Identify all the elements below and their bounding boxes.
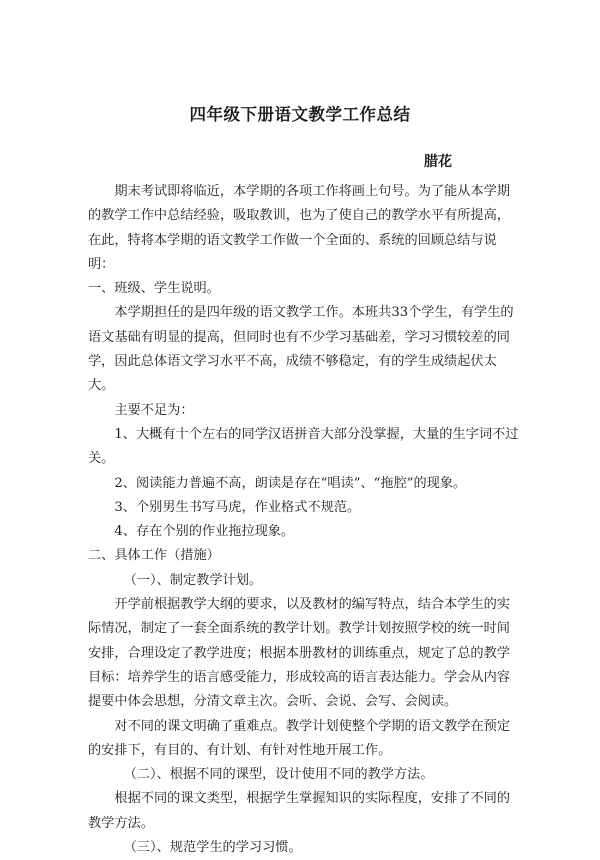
subsection-heading-2: （二）、根据不同的课型，设计使用不同的教学方法。 <box>123 767 434 783</box>
intro-paragraph: 期末考试即将临近，本学期的各项工作将画上句号。为了能从本学期的教学工作中总结经验，吸取教训，也为了使自己的教学水平有所提高，在此，特将本学期的语文教学工作做一个全面的、系统的回顾总结与说明： <box>88 184 511 272</box>
class-description-paragraph: 本学期担任的是四年级的语文教学工作。本班共33个学生，有学生的语文基础有明显的提高，但同时也有不少学习基础差，学习习惯较差的同学，因此总体语文学习水平不高，成绩不够稳定，有的学生成绩起伏太大。 <box>88 305 514 394</box>
section-heading-2: 二、具体工作（措施） <box>88 548 220 564</box>
document-title: 四年级下册语文教学工作总结 <box>189 105 411 124</box>
shortcoming-item-1: 1、大概有十个左右的同学汉语拼音大部分没掌握，大量的生字词不过关。 <box>88 426 519 467</box>
shortcoming-item-4: 4、存在个别的作业拖拉现象。 <box>114 524 295 540</box>
shortcomings-heading: 主要不足为： <box>114 402 194 418</box>
subsection-heading-1: （一）、制定教学计划。 <box>123 572 263 588</box>
author-name: 腊花 <box>424 154 452 170</box>
document-body <box>88 180 520 860</box>
key-points-paragraph: 对不同的课文明确了重难点。教学计划使整个学期的语文教学在预定的安排下，有目的、有计划、有针对性地开展工作。 <box>88 718 511 758</box>
teaching-methods-paragraph: 根据不同的课文类型，根据学生掌握知识的实际程度，安排了不同的教学方法。 <box>88 791 511 831</box>
shortcoming-item-3: 3、个别男生书写马虎，作业格式不规范。 <box>114 499 361 515</box>
shortcoming-item-2: 2、阅读能力普遍不高，朗读是存在“唱读”、“拖腔”的现象。 <box>114 475 467 491</box>
section-heading-1: 一、班级、学生说明。 <box>88 281 220 297</box>
teaching-plan-paragraph: 开学前根据教学大纲的要求，以及教材的编写特点，结合本学生的实际情况，制定了一套全面系统的教学计划。教学计划按照学校的统一时间安排，合理设定了教学进度；根据本册教材的训练重点，规定了总的教学目标：培养学生的语言感受能力，形成较高的语言表达能力。学会从内容提要中体会思想，分清文章主次。会听、会说、会写、会阅读。 <box>88 597 511 710</box>
subsection-heading-3: （三）、规范学生的学习习惯。 <box>123 840 302 856</box>
